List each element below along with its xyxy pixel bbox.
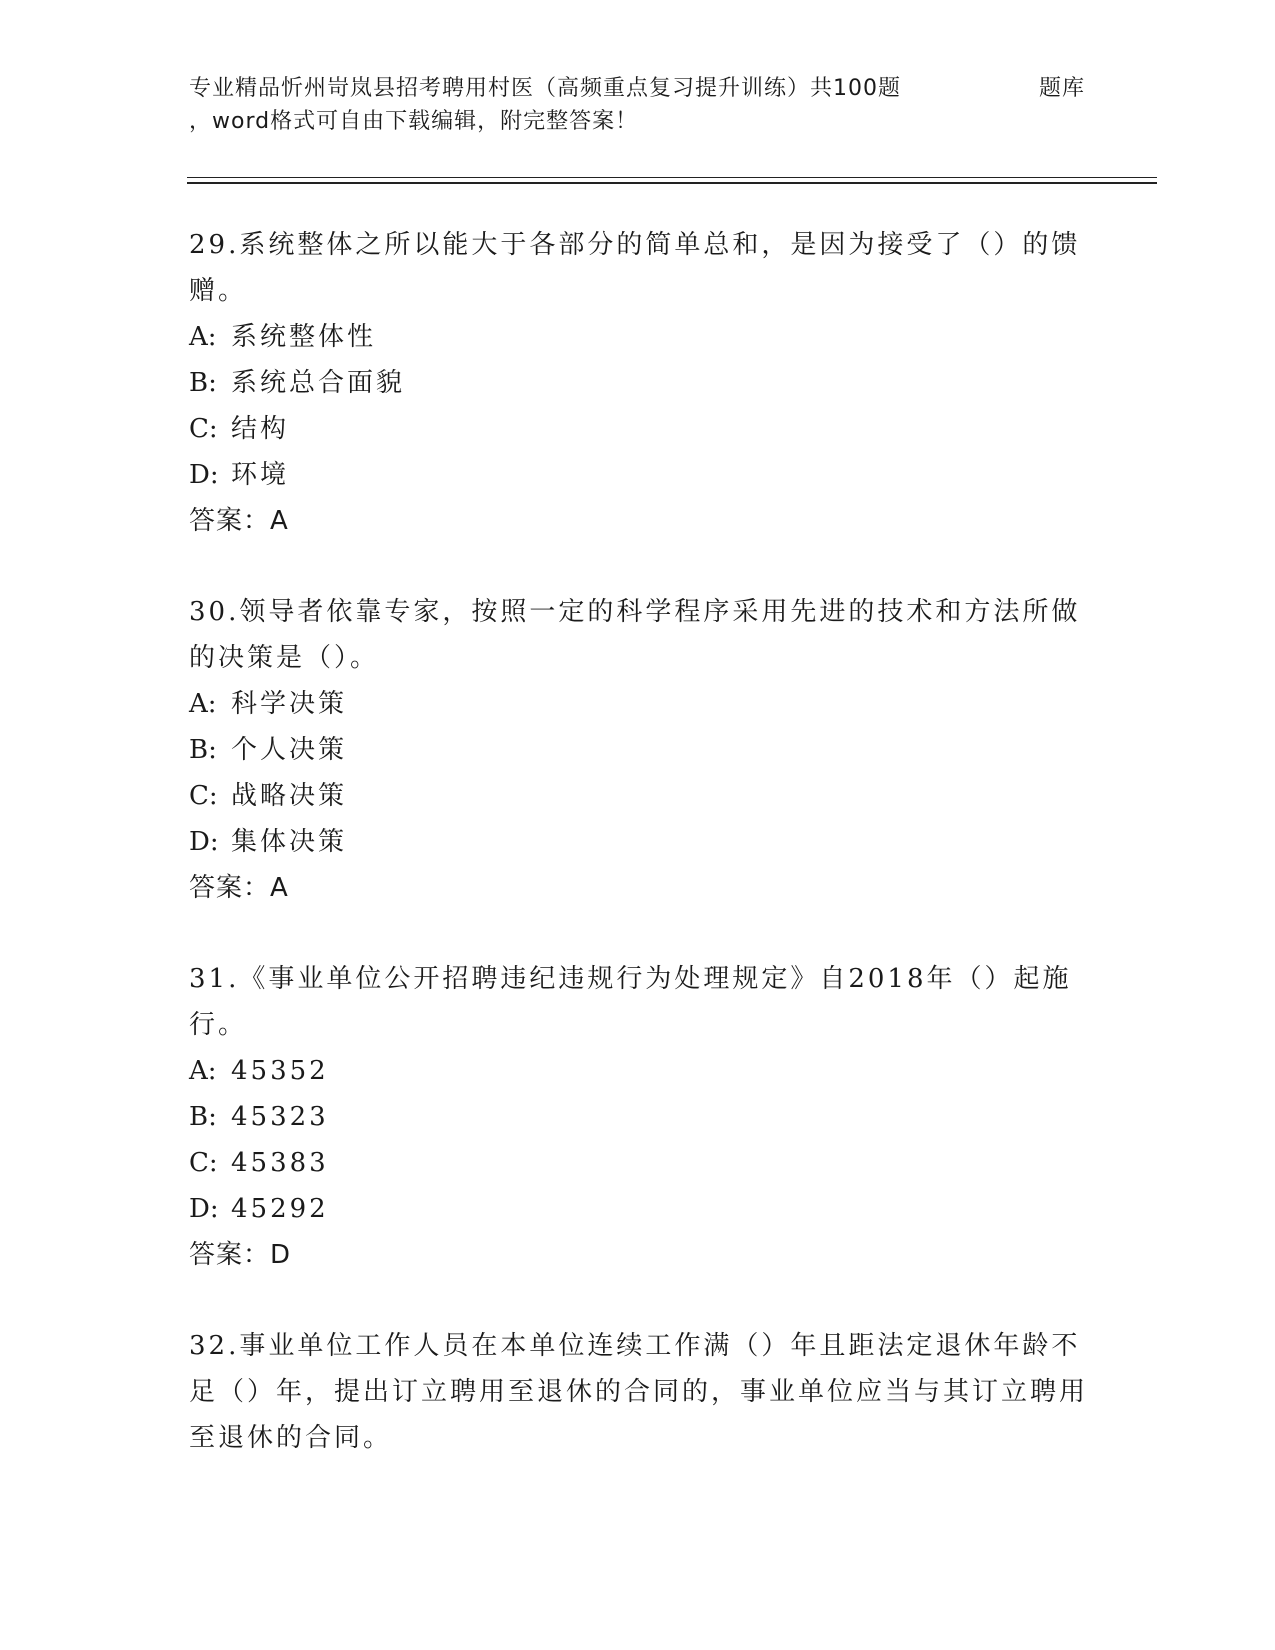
option-text: 科学决策 bbox=[231, 689, 348, 719]
option-a bbox=[189, 314, 1089, 360]
option-d bbox=[189, 819, 1089, 865]
question-stem: 29.系统整体之所以能大于各部分的简单总和，是因为接受了（）的馈赠。 bbox=[189, 230, 1081, 306]
question-stem: 31.《事业单位公开招聘违纪违规行为处理规定》自2018年（）起施行。 bbox=[189, 964, 1072, 1040]
option-d bbox=[189, 452, 1089, 498]
option-key: C: bbox=[189, 781, 218, 811]
option-c bbox=[189, 406, 1089, 452]
option-key: C: bbox=[189, 1148, 218, 1178]
option-text: 集体决策 bbox=[231, 827, 348, 857]
option-key: D: bbox=[189, 827, 219, 857]
option-key: A: bbox=[189, 1056, 217, 1086]
option-a bbox=[189, 1048, 1089, 1094]
question-31 bbox=[189, 956, 1089, 1278]
option-key: D: bbox=[189, 1194, 219, 1224]
option-text: 个人决策 bbox=[231, 735, 348, 765]
option-key: C: bbox=[189, 414, 218, 444]
option-c bbox=[189, 773, 1089, 819]
option-text: 45352 bbox=[231, 1056, 329, 1086]
option-text: 战略决策 bbox=[231, 781, 348, 811]
option-key: B: bbox=[189, 368, 217, 398]
question-30 bbox=[189, 589, 1089, 911]
option-key: B: bbox=[189, 1102, 217, 1132]
question-stem: 32.事业单位工作人员在本单位连续工作满（）年且距法定退休年龄不足（）年，提出订立聘用至退休的合同的，事业单位应当与其订立聘用至退休的合同。 bbox=[189, 1331, 1089, 1453]
option-text: 系统整体性 bbox=[231, 322, 377, 352]
option-text: 45323 bbox=[231, 1102, 329, 1132]
option-text: 环境 bbox=[231, 460, 290, 490]
option-key: B: bbox=[189, 735, 217, 765]
option-b bbox=[189, 1094, 1089, 1140]
option-text: 结构 bbox=[231, 414, 290, 444]
answer-line: 答案：A bbox=[189, 873, 289, 903]
option-key: A: bbox=[189, 689, 217, 719]
document-subtitle: ，word格式可自由下载编辑，附完整答案！ bbox=[189, 109, 639, 134]
question-32 bbox=[189, 1323, 1089, 1461]
page-header bbox=[189, 72, 1161, 138]
question-29 bbox=[189, 222, 1089, 544]
option-a bbox=[189, 681, 1089, 727]
question-stem: 30.领导者依靠专家，按照一定的科学程序采用先进的技术和方法所做的决策是（）。 bbox=[189, 597, 1081, 673]
option-text: 45383 bbox=[231, 1148, 329, 1178]
header-line-1 bbox=[189, 72, 1161, 105]
option-text: 系统总合面貌 bbox=[231, 368, 406, 398]
option-c bbox=[189, 1140, 1089, 1186]
option-text: 45292 bbox=[231, 1194, 329, 1224]
option-key: D: bbox=[189, 460, 219, 490]
header-divider-thick bbox=[187, 182, 1157, 184]
option-b bbox=[189, 360, 1089, 406]
option-b bbox=[189, 727, 1089, 773]
answer-line: 答案：A bbox=[189, 506, 289, 536]
header-tag: 题库 bbox=[1039, 76, 1086, 101]
answer-line: 答案：D bbox=[189, 1240, 292, 1270]
option-d bbox=[189, 1186, 1089, 1232]
document-title: 专业精品忻州岢岚县招考聘用村医（高频重点复习提升训练）共100题 bbox=[189, 76, 901, 101]
header-divider-thin bbox=[187, 177, 1157, 178]
option-key: A: bbox=[189, 322, 217, 352]
